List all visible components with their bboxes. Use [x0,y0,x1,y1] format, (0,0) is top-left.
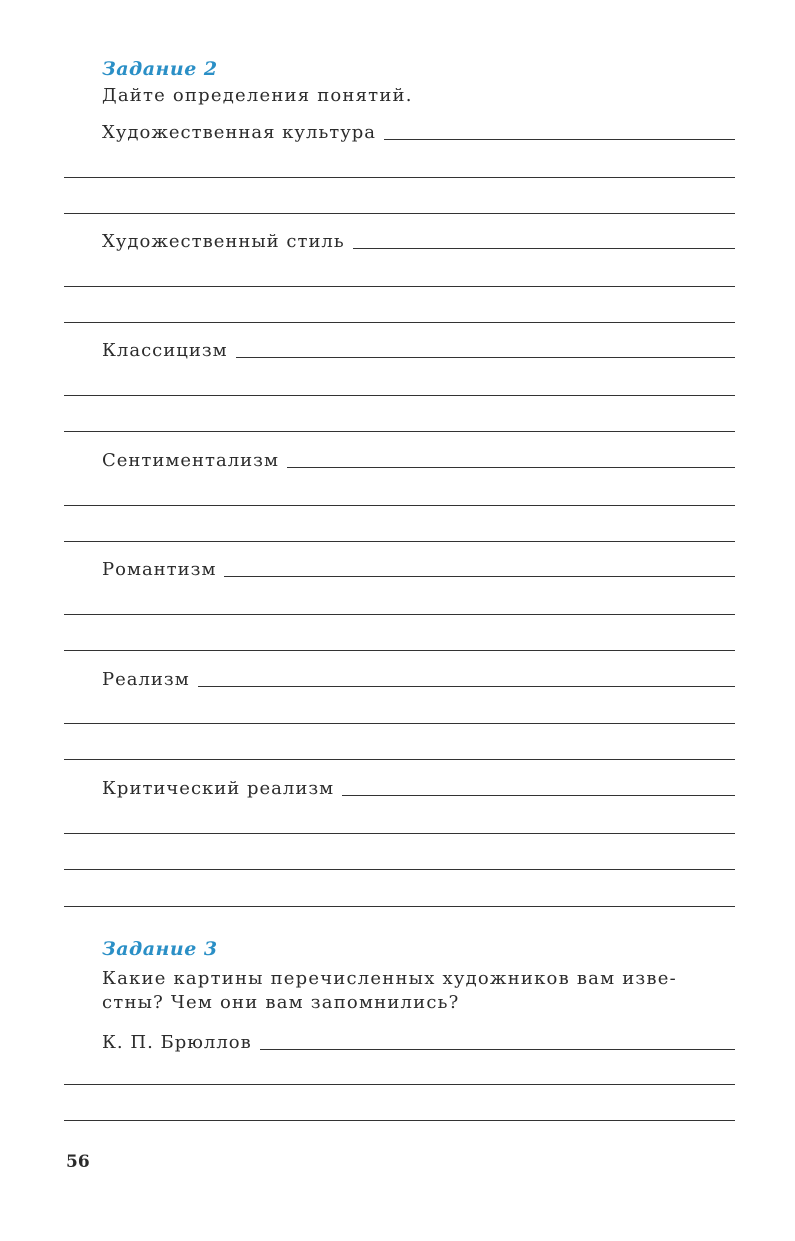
answer-line[interactable] [64,395,735,396]
term-row-romanticism [102,555,735,581]
term-label: Критический реализм [102,778,335,799]
term-row-bryullov [102,1028,735,1054]
term-label: К. П. Брюллов [102,1032,252,1053]
answer-line[interactable] [236,357,735,358]
answer-line[interactable] [64,833,735,834]
answer-line[interactable] [64,759,735,760]
term-row-art-culture [102,118,735,144]
answer-line[interactable] [64,1084,735,1085]
term-label: Художественная культура [102,122,377,143]
term-row-realism [102,665,735,691]
answer-line[interactable] [64,431,735,432]
answer-line[interactable] [64,723,735,724]
page-number: 56 [66,1152,90,1172]
answer-line[interactable] [287,467,735,468]
answer-line[interactable] [64,1120,735,1121]
answer-line[interactable] [64,213,735,214]
term-row-sentimentalism [102,446,735,472]
task-2-heading: Задание 2 [102,58,218,80]
answer-line[interactable] [64,614,735,615]
term-row-critical-realism [102,774,735,800]
answer-line[interactable] [64,650,735,651]
task-2-instruction: Дайте определения понятий. [102,85,413,106]
term-label: Реализм [102,669,190,690]
term-label: Сентиментализм [102,450,279,471]
answer-line[interactable] [260,1049,735,1050]
answer-line[interactable] [342,795,735,796]
term-row-art-style [102,227,735,253]
answer-line[interactable] [64,286,735,287]
answer-line[interactable] [198,686,735,687]
answer-line[interactable] [64,322,735,323]
task-3-heading: Задание 3 [102,938,218,960]
task-3-instruction-line-1: Какие картины перечисленных художников вам изве- [102,968,677,989]
answer-line[interactable] [64,177,735,178]
term-label: Классицизм [102,340,228,361]
term-row-classicism [102,336,735,362]
answer-line[interactable] [384,139,735,140]
answer-line[interactable] [64,869,735,870]
term-label: Художественный стиль [102,231,345,252]
answer-line[interactable] [64,541,735,542]
answer-line[interactable] [64,906,735,907]
answer-line[interactable] [64,505,735,506]
answer-line[interactable] [353,248,735,249]
term-label: Романтизм [102,559,217,580]
task-3-instruction-line-2: стны? Чем они вам запомнились? [102,992,460,1013]
answer-line[interactable] [224,576,735,577]
